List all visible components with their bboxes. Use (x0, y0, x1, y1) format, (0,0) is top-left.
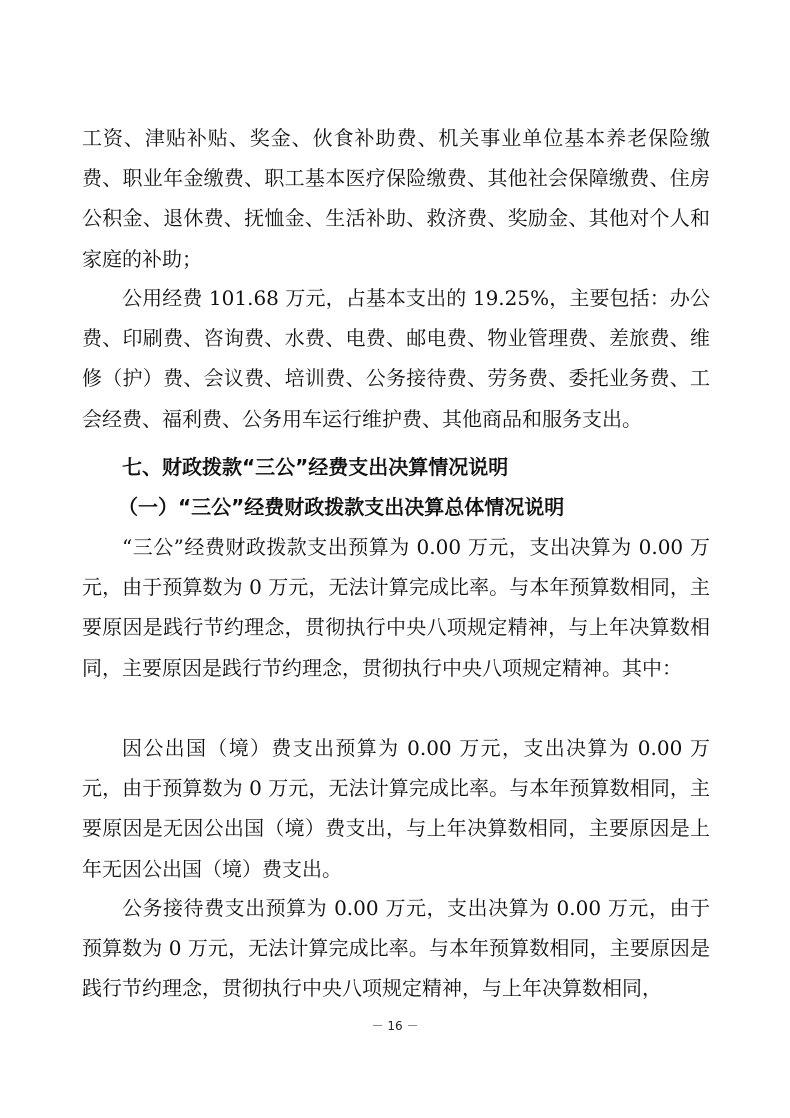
paragraph-official-reception: 公务接待费支出预算为 0.00 万元，支出决算为 0.00 万元，由于预算数为 0 万元，无法计算完成比率。与本年预算数相同，主要原因是践行节约理念，贯彻执行中央八项规定精神，与上年决算数相同， (82, 896, 710, 1001)
paragraph-personnel-expenses: 工资、津贴补贴、奖金、伙食补助费、机关事业单位基本养老保险缴费、职业年金缴费、职工基本医疗保险缴费、其他社会保障缴费、住房公积金、退休费、抚恤金、生活补助、救济费、奖励金、其他对个人和家庭的补助； (82, 126, 710, 271)
heading-subsection-one: （一）“三公”经费财政拨款支出决算总体情况说明 (118, 495, 565, 519)
heading-section-seven: 七、财政拨款“三公”经费支出决算情况说明 (122, 455, 509, 479)
paragraph-three-public-overview: “三公”经费财政拨款支出预算为 0.00 万元，支出决算为 0.00 万元，由于预算数为 0 万元，无法计算完成比率。与本年预算数相同，主要原因是践行节约理念，贯彻执行中央八项规定精神，与上年决算数相同，主要原因是践行节约理念，贯彻执行中央八项规定精神。其中： (82, 535, 710, 680)
paragraph-public-expenses: 公用经费 101.68 万元，占基本支出的 19.25%，主要包括：办公费、印刷费、咨询费、水费、电费、邮电费、物业管理费、差旅费、维修（护）费、会议费、培训费、公务接待费、劳务费、委托业务费、工会经费、福利费、公务用车运行维护费、其他商品和服务支出。 (82, 286, 710, 431)
paragraph-overseas-travel: 因公出国（境）费支出预算为 0.00 万元，支出决算为 0.00 万元，由于预算数为 0 万元，无法计算完成比率。与本年预算数相同，主要原因是无因公出国（境）费支出，与上年决算数相同，主要原因是上年无因公出国（境）费支出。 (82, 736, 710, 881)
page-number: － 16 － (371, 1019, 419, 1033)
